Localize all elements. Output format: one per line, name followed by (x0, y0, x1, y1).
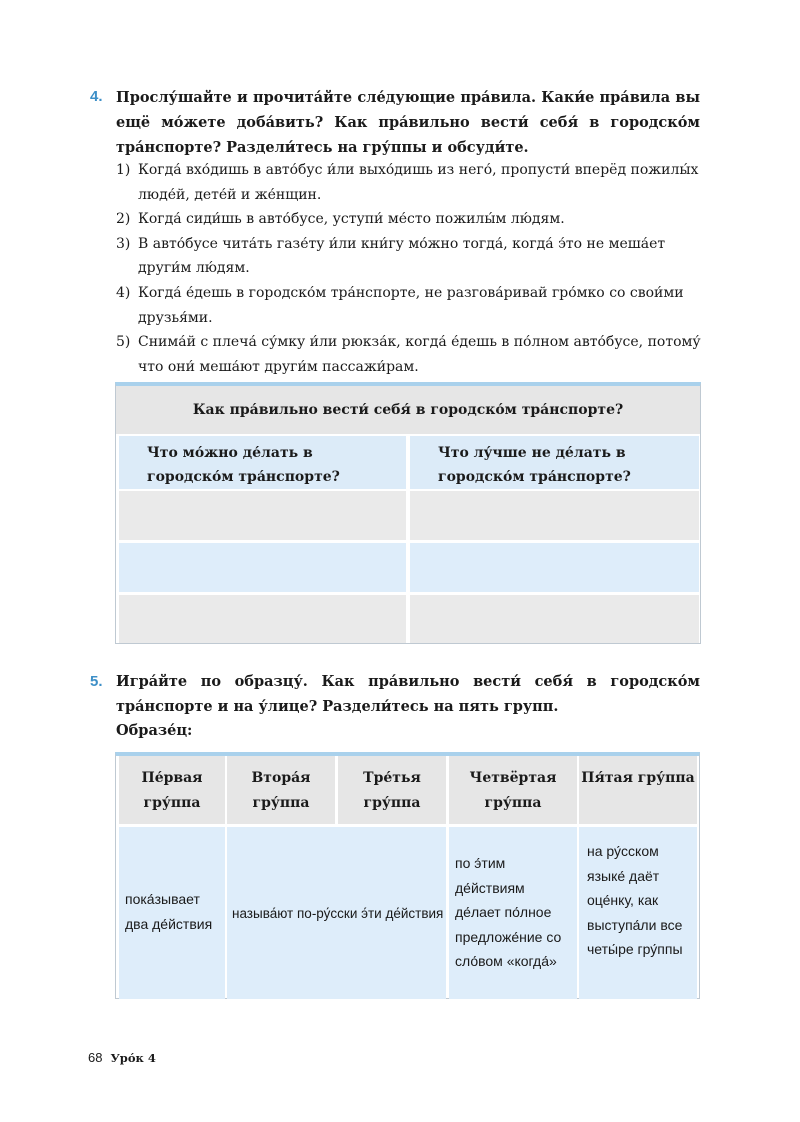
table-title: Как пра́вильно вести́ себя́ в городско́м тра́нспорте? (116, 386, 700, 434)
header-group-4: Четвёртая гру́ппа (449, 756, 577, 824)
rule-item (116, 232, 706, 281)
table-cell-empty[interactable] (119, 543, 406, 592)
rule-item (116, 281, 706, 330)
rule-item (116, 207, 706, 232)
table-cell-empty[interactable] (119, 595, 406, 643)
rule-number: 5) (116, 334, 131, 351)
task-5-number: 5. (90, 673, 103, 690)
cell-group-5: на ру́сском языке́ даёт оце́нку, как выступа́ли все четы́ре гру́ппы (579, 827, 697, 999)
rule-text: Когда́ сиди́шь в авто́бусе, уступи́ ме́сто пожилы́м лю́дям. (138, 211, 565, 228)
header-group-5: Пя́тая гру́ппа (579, 756, 697, 824)
rule-number: 4) (116, 284, 131, 301)
task-4-instruction: Прослу́шайте и прочита́йте сле́дующие пра́вила. Каки́е пра́вила вы ещё мо́жете доба́вить? Как пра́вильно вести́ себя́ в городско́м тра́нспорте? Раздели́тесь на гру́ппы и обсуди́те. (116, 89, 700, 156)
task-4-number: 4. (90, 88, 103, 105)
header-group-1: Пе́рвая гру́ппа (119, 756, 225, 824)
column-header-allowed: Что мо́жно де́лать в городско́м тра́нспорте? (119, 436, 406, 489)
sample-label: Образе́ц: (116, 722, 193, 739)
rule-number: 3) (116, 235, 131, 252)
rule-item (116, 330, 706, 379)
lesson-label: Уро́к 4 (110, 1051, 156, 1065)
groups-table (115, 752, 700, 999)
table-cell-empty[interactable] (410, 543, 699, 592)
cell-group-1: пока́зывает два де́йствия (119, 827, 225, 999)
rule-item (116, 158, 706, 207)
table-cell-empty[interactable] (410, 595, 699, 643)
table-cell-empty[interactable] (410, 491, 699, 540)
rule-text: Когда́ вхо́дишь в авто́бус и́ли выхо́дишь из него́, пропусти́ вперёд пожилы́х люде́й, дете́й и же́нщин. (138, 162, 699, 203)
rule-text: Когда́ е́дешь в городско́м тра́нспорте, не разгова́ривай гро́мко со свои́ми друзья́ми. (138, 284, 684, 326)
rule-text: Снима́й с плеча́ су́мку и́ли рюкза́к, когда́ е́дешь в по́лном авто́бусе, потому́ что они́ меша́ют други́м пассажи́рам. (138, 334, 701, 375)
rule-number: 2) (116, 211, 131, 228)
transport-behaviour-table (115, 382, 701, 644)
page-number: 68 (88, 1050, 103, 1065)
header-group-2: Втора́я гру́ппа (227, 756, 335, 824)
cell-group-4: по э́тим де́йствиям де́лает по́лное предложе́ние со сло́вом «когда́» (449, 827, 577, 999)
rules-list (116, 158, 706, 404)
cell-group-2-3: называ́ют по-ру́сски э́ти де́йствия (227, 827, 446, 999)
column-header-avoid: Что лу́чше не де́лать в городско́м тра́нспорте? (410, 436, 699, 489)
header-group-3: Тре́тья гру́ппа (338, 756, 446, 824)
page-footer (88, 1050, 156, 1065)
rule-number: 1) (116, 162, 131, 178)
rule-text: В авто́бусе чита́ть газе́ту и́ли кни́гу мо́жно тогда́, когда́ э́то не меша́ет други́м лю́дям. (138, 235, 666, 277)
task-5-instruction: Игра́йте по образцу́. Как пра́вильно вести́ себя́ в городско́м тра́нспорте и на у́лице? Раздели́тесь на пять групп. (116, 673, 700, 715)
table-cell-empty[interactable] (119, 491, 406, 540)
